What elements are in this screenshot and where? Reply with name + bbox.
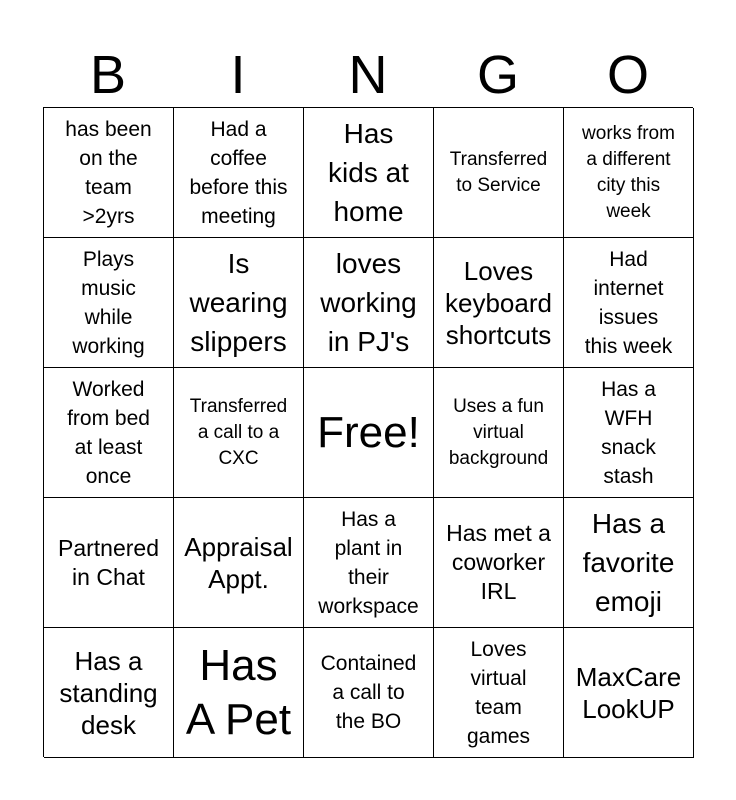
bingo-cell[interactable]: has been on the team >2yrs xyxy=(44,108,174,238)
bingo-cell[interactable]: MaxCare LookUP xyxy=(564,628,694,758)
bingo-cell[interactable]: Worked from bed at least once xyxy=(44,368,174,498)
bingo-cell[interactable]: Transferred a call to a CXC xyxy=(174,368,304,498)
bingo-cell[interactable]: Appraisal Appt. xyxy=(174,498,304,628)
bingo-board xyxy=(43,107,693,757)
bingo-cell[interactable]: loves working in PJ's xyxy=(304,238,434,368)
bingo-cell[interactable]: Contained a call to the BO xyxy=(304,628,434,758)
bingo-cell[interactable]: Plays music while working xyxy=(44,238,174,368)
header-letter-o: O xyxy=(606,45,649,105)
bingo-cell[interactable]: Is wearing slippers xyxy=(174,238,304,368)
bingo-cell[interactable]: Loves virtual team games xyxy=(434,628,564,758)
bingo-cell[interactable]: works from a different city this week xyxy=(564,108,694,238)
header-letter-i: I xyxy=(230,45,246,105)
header-letter-b: B xyxy=(89,45,127,105)
header-letter-g: G xyxy=(476,45,519,105)
bingo-cell[interactable]: Has a standing desk xyxy=(44,628,174,758)
bingo-cell[interactable]: Loves keyboard shortcuts xyxy=(434,238,564,368)
bingo-cell[interactable]: Has a favorite emoji xyxy=(564,498,694,628)
bingo-cell[interactable]: Has met a coworker IRL xyxy=(434,498,564,628)
bingo-cell[interactable]: Had internet issues this week xyxy=(564,238,694,368)
header-letter-n: N xyxy=(348,45,388,105)
bingo-cell[interactable]: Has a WFH snack stash xyxy=(564,368,694,498)
bingo-cell[interactable]: Has a plant in their workspace xyxy=(304,498,434,628)
free-space-cell[interactable]: Free! xyxy=(304,368,434,498)
bingo-cell[interactable]: Has kids at home xyxy=(304,108,434,238)
bingo-cell[interactable]: Had a coffee before this meeting xyxy=(174,108,304,238)
bingo-cell[interactable]: Partnered in Chat xyxy=(44,498,174,628)
bingo-cell[interactable]: Transferred to Service xyxy=(434,108,564,238)
bingo-header xyxy=(43,44,693,106)
bingo-cell[interactable]: Has A Pet xyxy=(174,628,304,758)
bingo-cell[interactable]: Uses a fun virtual background xyxy=(434,368,564,498)
